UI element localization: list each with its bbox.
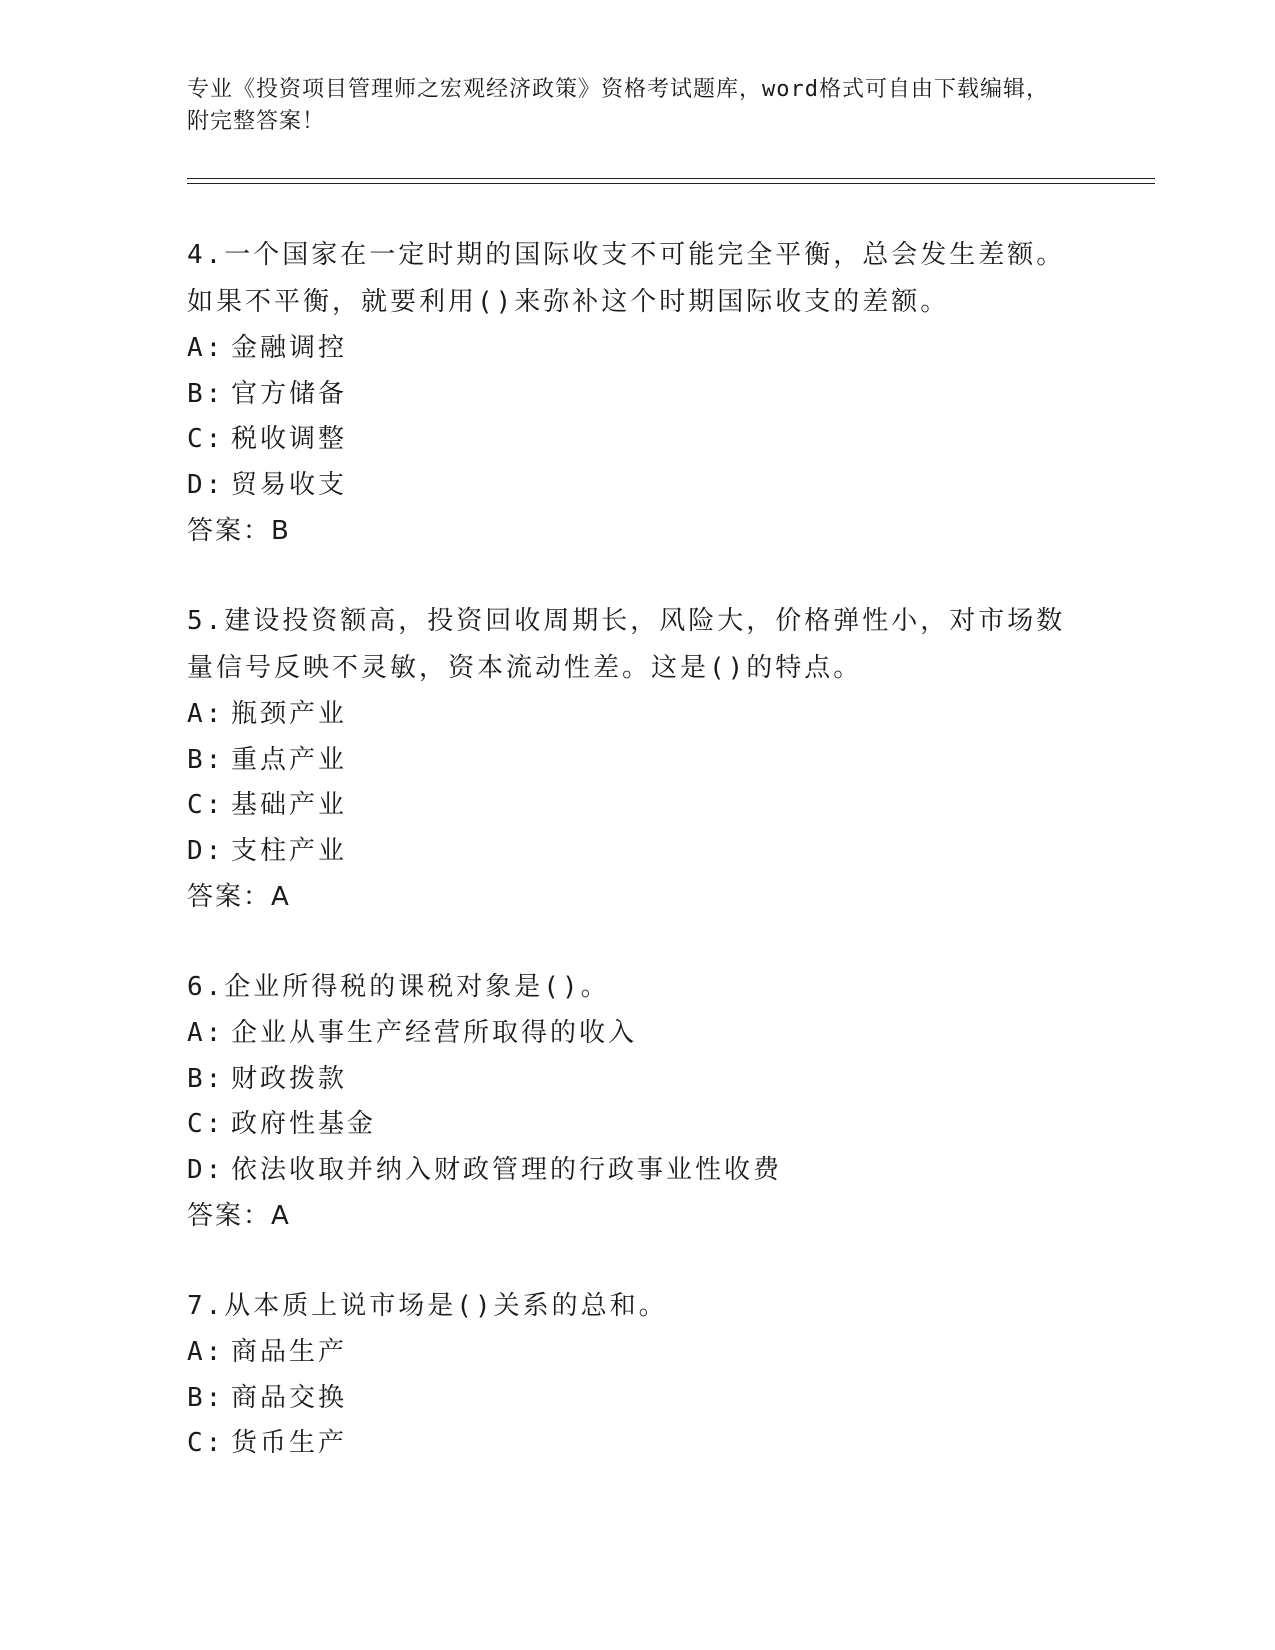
option-text: 政府性基金: [231, 1109, 377, 1139]
option-key: A:: [187, 333, 225, 363]
option-a: [187, 1330, 1087, 1376]
option-c: [187, 417, 1087, 463]
option-b: [187, 738, 1087, 784]
option-text: 重点产业: [231, 744, 348, 775]
option-key: C:: [187, 790, 225, 820]
answer-text: 答案：B: [187, 516, 291, 546]
option-c: [187, 783, 1087, 829]
question-stem: 4.一个国家在一定时期的国际收支不可能完全平衡，总会发生差额。如果不平衡，就要利用()来弥补这个时期国际收支的差额。: [187, 240, 1066, 317]
option-a: [187, 692, 1087, 738]
option-key: B:: [187, 1382, 225, 1413]
option-a: [187, 326, 1087, 372]
option-text: 瓶颈产业: [231, 699, 348, 729]
question-item: [187, 598, 1087, 920]
option-b: [187, 372, 1087, 418]
option-text: 支柱产业: [231, 835, 348, 866]
option-key: D:: [187, 835, 225, 866]
option-key: D:: [187, 1154, 225, 1185]
option-a: [187, 1011, 1087, 1057]
option-d: [187, 463, 1087, 509]
option-key: B:: [187, 744, 225, 775]
question-gap: [187, 1239, 1087, 1283]
option-c: [187, 1421, 1087, 1467]
question-gap: [187, 920, 1087, 964]
option-text: 商品生产: [231, 1337, 348, 1367]
option-key: A:: [187, 699, 225, 729]
option-b: [187, 1057, 1087, 1103]
option-key: D:: [187, 469, 225, 500]
header-divider-top: [187, 178, 1155, 179]
option-text: 官方储备: [231, 378, 348, 409]
option-text: 企业从事生产经营所取得的收入: [231, 1018, 638, 1048]
option-key: C:: [187, 1109, 225, 1139]
option-text: 财政拨款: [231, 1063, 348, 1094]
option-key: A:: [187, 1337, 225, 1367]
option-text: 基础产业: [231, 790, 348, 820]
question-list: [187, 232, 1087, 1467]
question-item: [187, 1283, 1087, 1467]
option-text: 金融调控: [231, 333, 348, 363]
option-key: B:: [187, 378, 225, 409]
option-key: C:: [187, 424, 225, 454]
question-stem: 5.建设投资额高，投资回收周期长，风险大，价格弹性小，对市场数量信号反映不灵敏，资本流动性差。这是()的特点。: [187, 606, 1066, 683]
answer-text: 答案：A: [187, 882, 291, 912]
option-key: B:: [187, 1063, 225, 1094]
question-stem: 7.从本质上说市场是()关系的总和。: [187, 1291, 668, 1321]
option-c: [187, 1102, 1087, 1148]
option-d: [187, 1148, 1087, 1194]
question-item: [187, 964, 1087, 1239]
option-text: 贸易收支: [231, 469, 348, 500]
option-d: [187, 829, 1087, 875]
document-header: 专业《投资项目管理师之宏观经济政策》资格考试题库，word格式可自由下载编辑，附完整答案！: [187, 77, 1049, 134]
header-divider-bottom: [187, 183, 1155, 184]
option-key: C:: [187, 1428, 225, 1458]
option-b: [187, 1376, 1087, 1422]
option-text: 税收调整: [231, 424, 348, 454]
answer-text: 答案：A: [187, 1201, 291, 1231]
question-item: [187, 232, 1087, 554]
option-text: 商品交换: [231, 1382, 348, 1413]
question-stem: 6.企业所得税的课税对象是()。: [187, 972, 610, 1002]
option-text: 依法收取并纳入财政管理的行政事业性收费: [231, 1154, 783, 1185]
question-gap: [187, 554, 1087, 598]
option-text: 货币生产: [231, 1428, 348, 1458]
option-key: A:: [187, 1018, 225, 1048]
